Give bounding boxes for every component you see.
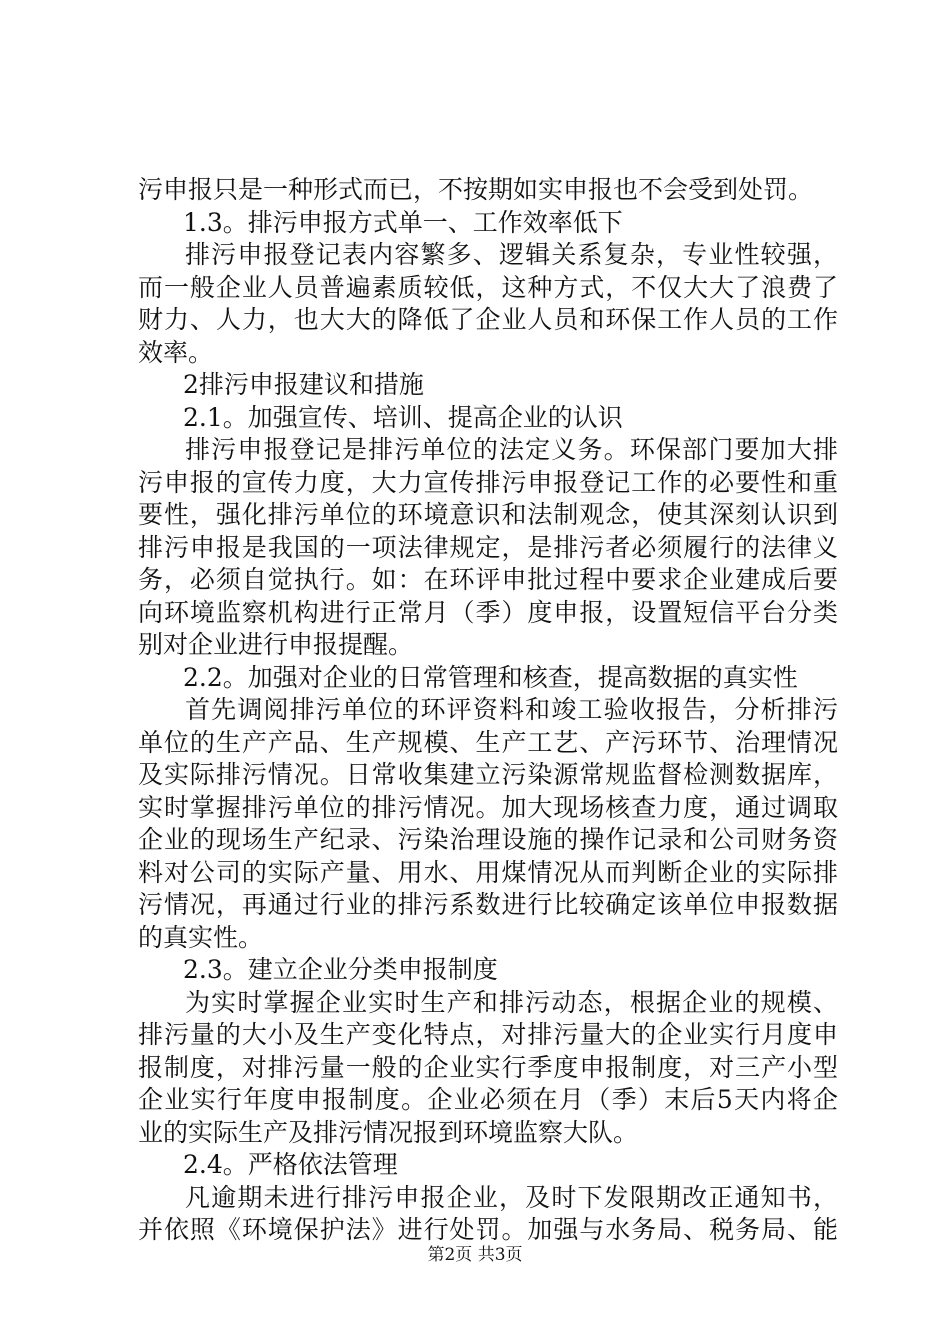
- text-line: 效率。: [138, 337, 214, 367]
- text-line: 排污申报登记是排污单位的法定义务。环保部门要加大排: [185, 435, 838, 464]
- text-line: 及实际排污情况。日常收集建立污染源常规监督检测数据库，: [138, 760, 838, 789]
- text-line: 财力、人力，也大大的降低了企业人员和环保工作人员的工作: [138, 305, 838, 334]
- text-line: 务，必须自觉执行。如：在环评申批过程中要求企业建成后要: [138, 565, 838, 594]
- text-line: 单位的生产产品、生产规模、生产工艺、产污环节、治理情况: [138, 727, 838, 757]
- text-line: 2.1。加强宣传、培训、提高企业的认识: [183, 402, 623, 432]
- text-line: 2.3。建立企业分类申报制度: [183, 955, 498, 984]
- text-line: 2排污申报建议和措施: [183, 370, 424, 399]
- text-line: 污申报的宣传力度，大力宣传排污申报登记工作的必要性和重: [138, 467, 838, 497]
- text-line: 企业实行年度申报制度。企业必须在月（季）末后5天内将企: [138, 1085, 838, 1114]
- page-footer: 第2页 共3页: [427, 1245, 523, 1265]
- text-line: 污情况，再通过行业的排污系数进行比较确定该单位申报数据: [138, 890, 838, 919]
- text-line: 排污量的大小及生产变化特点，对排污量大的企业实行月度申: [138, 1020, 838, 1049]
- text-line: 而一般企业人员普遍素质较低，这种方式，不仅大大了浪费了: [138, 272, 838, 302]
- text-line: 企业的现场生产纪录、污染治理设施的操作记录和公司财务资: [138, 825, 838, 854]
- text-line: 业的实际生产及排污情况报到环境监察大队。: [138, 1117, 639, 1147]
- text-line: 的真实性。: [138, 922, 264, 952]
- text-line: 报制度，对排污量一般的企业实行季度申报制度，对三产小型: [138, 1052, 838, 1082]
- text-line: 1.3。排污申报方式单一、工作效率低下: [183, 207, 623, 237]
- text-line: 排污申报登记表内容繁多、逻辑关系复杂，专业性较强，: [185, 240, 838, 269]
- document-body: [138, 174, 838, 1247]
- text-line: 并依照《环境保护法》进行处罚。加强与水务局、税务局、能: [138, 1215, 838, 1244]
- text-line: 为实时掌握企业实时生产和排污动态，根据企业的规模、: [185, 987, 838, 1017]
- text-line: 首先调阅排污单位的环评资料和竣工验收报告，分析排污: [185, 695, 838, 724]
- text-line: 2.2。加强对企业的日常管理和核查，提高数据的真实性: [183, 662, 798, 692]
- text-line: 2.4。严格依法管理: [183, 1150, 398, 1179]
- text-line: 污申报只是一种形式而已，不按期如实申报也不会受到处罚。: [138, 175, 814, 204]
- text-line: 实时掌握排污单位的排污情况。加大现场核查力度，通过调取: [138, 792, 838, 822]
- text-line: 向环境监察机构进行正常月（季）度申报，设置短信平台分类: [138, 597, 838, 627]
- text-line: 凡逾期未进行排污申报企业，及时下发限期改正通知书，: [185, 1182, 838, 1212]
- text-line: 别对企业进行申报提醒。: [138, 630, 414, 659]
- text-line: 要性，强化排污单位的环境意识和法制观念，使其深刻认识到: [138, 500, 838, 529]
- text-line: 料对公司的实际产量、用水、用煤情况从而判断企业的实际排: [138, 857, 838, 887]
- text-line: 排污申报是我国的一项法律规定，是排污者必须履行的法律义: [138, 532, 838, 562]
